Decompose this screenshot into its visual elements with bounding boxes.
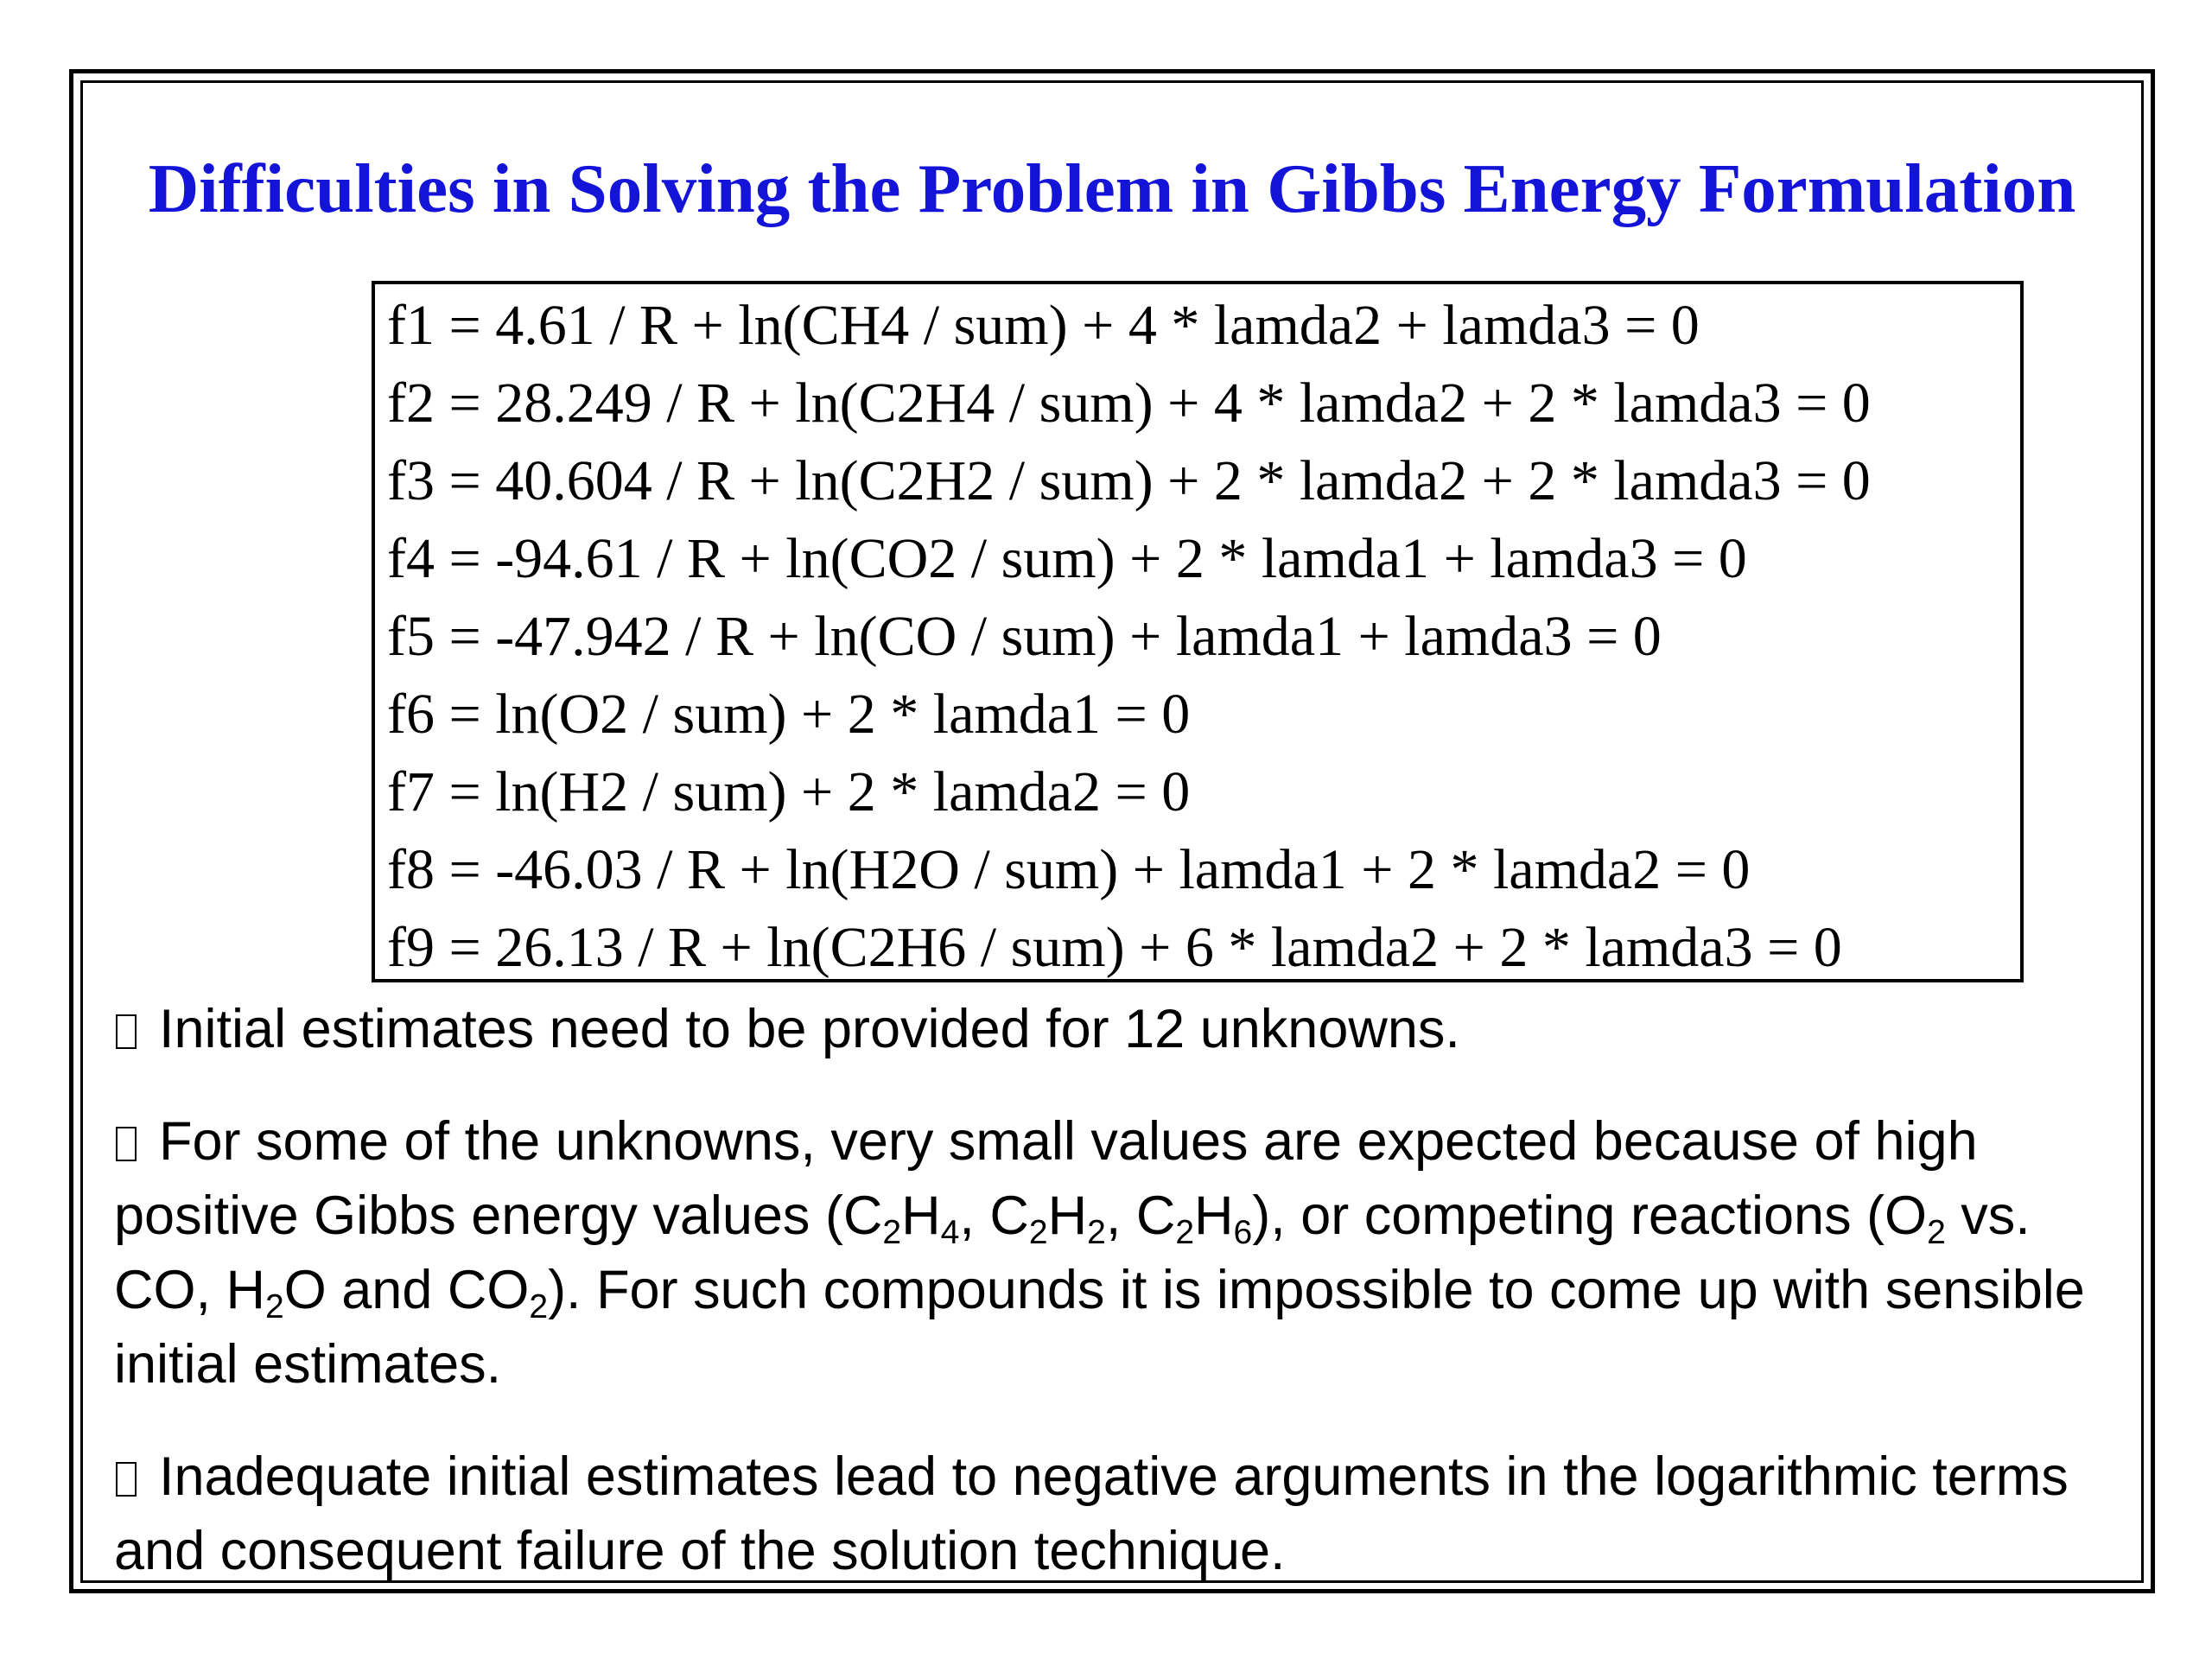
square-bullet-icon — [116, 1014, 137, 1049]
subscript: 2 — [265, 1287, 284, 1325]
slide-title: Difficulties in Solving the Problem in Gibbs Energy Formulation — [148, 149, 2076, 227]
subscript: 2 — [1028, 1213, 1048, 1251]
equation-list — [387, 287, 1871, 987]
equation-f1: f1 = 4.61 / R + ln(CH4 / sum) + 4 * lamda2 + lamda3 = 0 — [387, 294, 1700, 357]
square-bullet-icon — [116, 1462, 137, 1497]
bullet-text-part: ), or competing reactions (O — [1252, 1185, 1928, 1246]
bullet-text-part: For some of the unknowns, very small values are expected because of high positive Gibbs energy values (C — [114, 1111, 1978, 1246]
equation-f7: f7 = ln(H2 / sum) + 2 * lamda2 = 0 — [387, 760, 1191, 823]
bullet-text-part: vs. CO, H — [114, 1185, 2031, 1320]
equation-f4: f4 = -94.61 / R + ln(CO2 / sum) + 2 * lamda1 + lamda3 = 0 — [387, 527, 1747, 590]
bullet-initial-estimates — [114, 992, 2136, 1066]
bullet-small-values — [114, 1104, 2136, 1402]
equation-f6: f6 = ln(O2 / sum) + 2 * lamda1 = 0 — [387, 683, 1191, 746]
bullet-text: Inadequate initial estimates lead to negative arguments in the logarithmic terms and consequent failure of the solution technique. — [114, 1446, 2069, 1581]
equation-f9: f9 = 26.13 / R + ln(C2H6 / sum) + 6 * lamda2 + 2 * lamda3 = 0 — [387, 916, 1842, 979]
bullet-text-part: H — [1047, 1185, 1088, 1246]
bullet-text: Initial estimates need to be provided for 12 unknowns. — [159, 999, 1460, 1059]
equations-box — [372, 281, 2024, 982]
subscript: 2 — [1927, 1213, 1946, 1251]
subscript: 2 — [529, 1287, 549, 1325]
subscript: 2 — [1175, 1213, 1195, 1251]
bullet-text-part: , C — [959, 1185, 1029, 1246]
equation-f5: f5 = -47.942 / R + ln(CO / sum) + lamda1 + lamda3 = 0 — [387, 605, 1662, 668]
equation-f2: f2 = 28.249 / R + ln(C2H4 / sum) + 4 * lamda2 + 2 * lamda3 = 0 — [387, 372, 1871, 435]
subscript: 2 — [1087, 1213, 1106, 1251]
bullet-text-part: H — [1194, 1185, 1234, 1246]
bullet-inadequate-estimates — [114, 1440, 2136, 1588]
bullet-text-part: , C — [1105, 1185, 1176, 1246]
bullet-list — [114, 992, 2136, 1626]
bullet-text-part: H — [901, 1185, 941, 1246]
equation-f8: f8 = -46.03 / R + ln(H2O / sum) + lamda1 + 2 * lamda2 = 0 — [387, 838, 1751, 901]
square-bullet-icon — [116, 1127, 137, 1161]
bullet-text-part: O and CO — [283, 1260, 530, 1320]
subscript: 4 — [940, 1213, 960, 1251]
bullet-text-part: ). For such compounds it is impossible to come up with sensible initial estimates. — [114, 1260, 2085, 1395]
equation-f3: f3 = 40.604 / R + ln(C2H2 / sum) + 2 * lamda2 + 2 * lamda3 = 0 — [387, 449, 1871, 512]
subscript: 2 — [882, 1213, 902, 1251]
subscript: 6 — [1233, 1213, 1253, 1251]
